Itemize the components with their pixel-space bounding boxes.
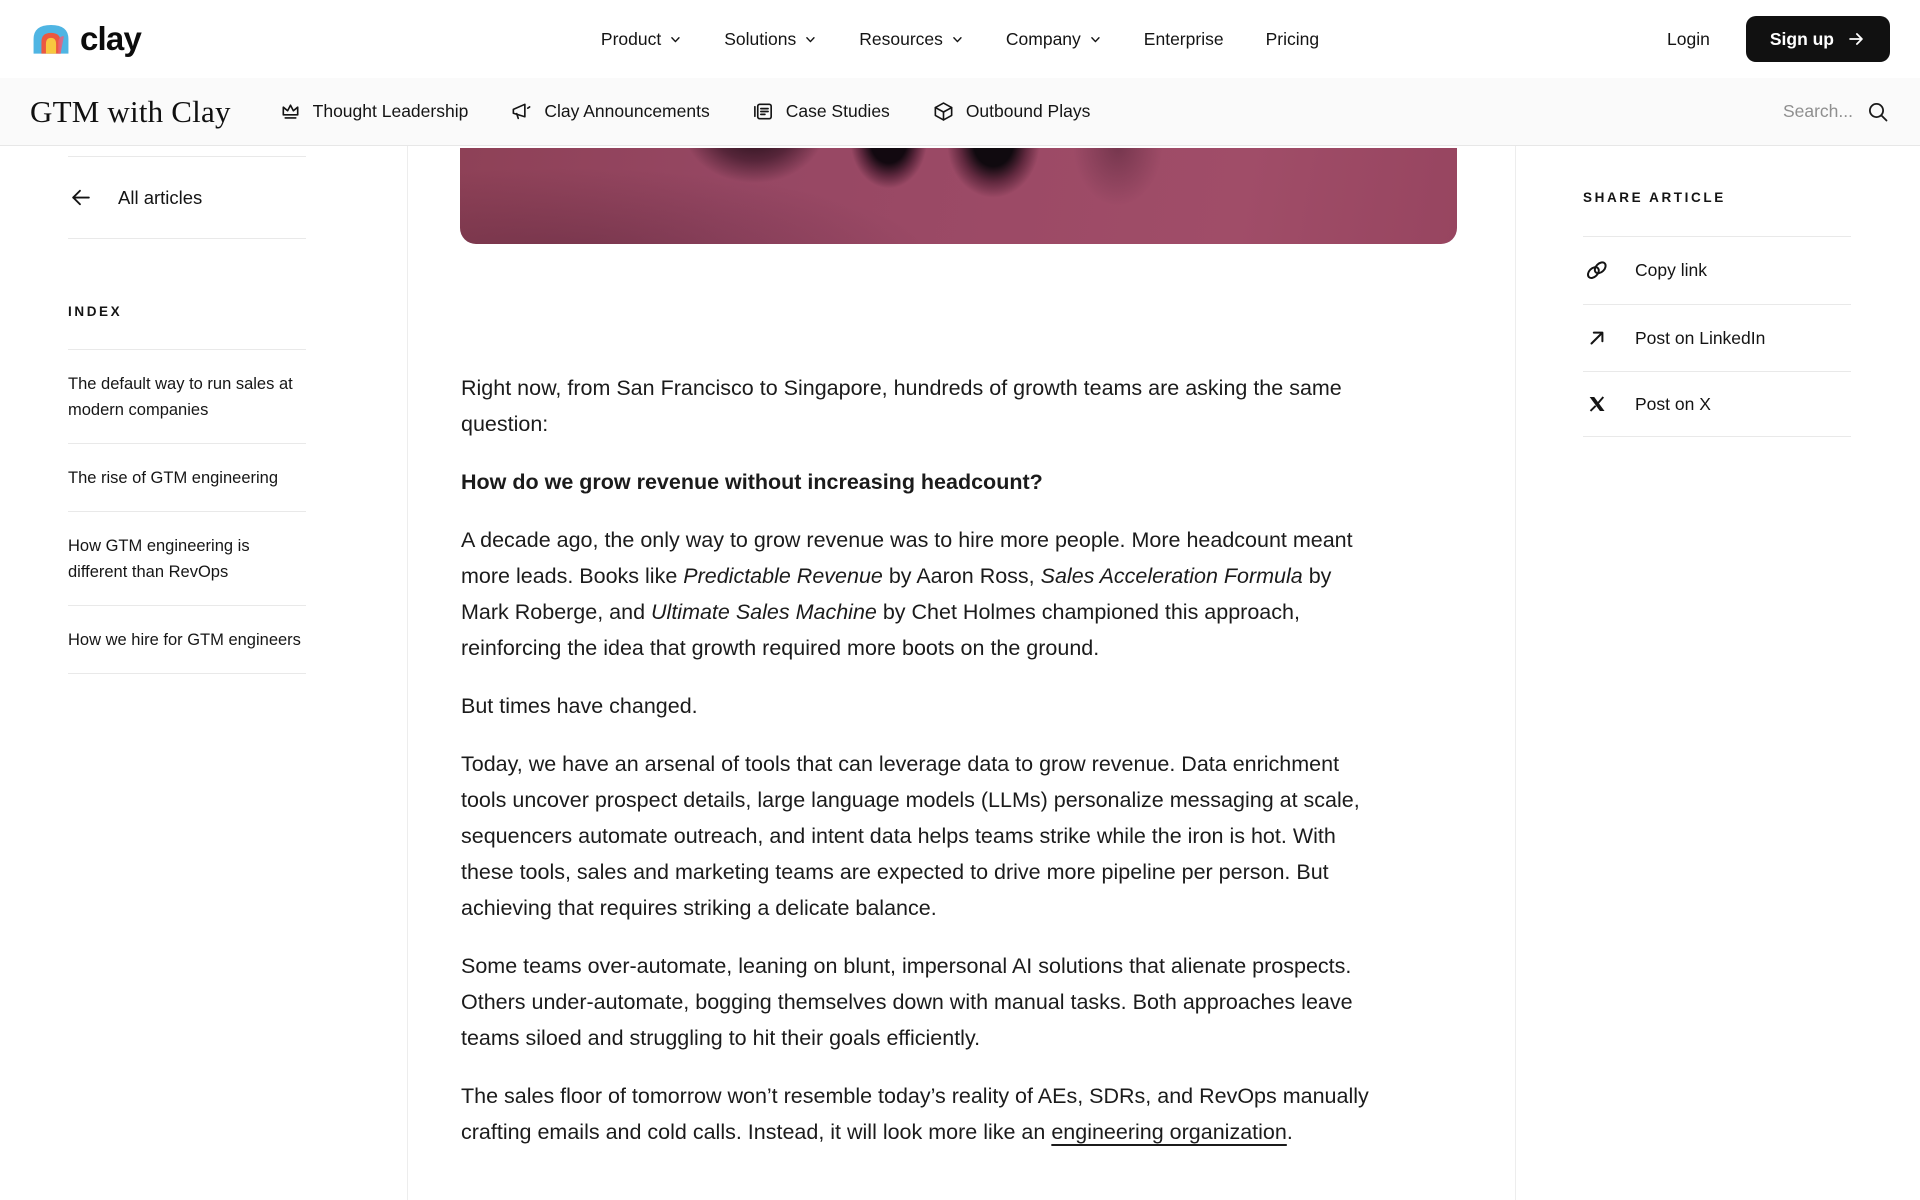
clay-logo-icon [30,21,72,57]
index-item-hiring-gtm[interactable]: How we hire for GTM engineers [68,606,306,674]
article-body [461,370,1373,1172]
inline-text-link[interactable]: engineering organization [1051,1120,1287,1144]
search [1761,100,1890,124]
article-paragraph: Right now, from San Francisco to Singapore, hundreds of growth teams are asking the same question: [461,376,1342,436]
arrow-left-icon [68,185,93,210]
chevron-down-icon [669,33,682,46]
search-icon[interactable] [1866,100,1890,124]
share-article-rail [1583,190,1851,437]
signup-button[interactable]: Sign up [1746,16,1890,62]
all-articles-label: All articles [118,186,203,208]
nav-pricing[interactable]: Pricing [1265,28,1320,49]
journal-icon [752,100,775,123]
nav-solutions[interactable]: Solutions [724,29,817,50]
chevron-down-icon [804,33,817,46]
article-hero-image [460,148,1457,244]
login-link[interactable]: Login [1667,28,1710,49]
category-outbound-plays[interactable]: Outbound Plays [932,100,1091,123]
auth-actions [1667,16,1890,62]
left-column-divider [407,146,408,1200]
nav-product[interactable]: Product [601,29,682,50]
chevron-down-icon [1089,33,1102,46]
arrow-right-icon [1846,29,1866,49]
link-icon [1583,258,1611,283]
all-articles-back-link[interactable] [68,156,306,239]
index-item-default-way[interactable]: The default way to run sales at modern companies [68,350,306,444]
article-sidebar [68,146,306,674]
copy-link-button[interactable]: Copy link [1583,237,1851,305]
article-bold-question: How do we grow revenue without increasing headcount? [461,470,1043,494]
index-list [68,349,306,674]
index-heading: INDEX [68,304,123,319]
crown-icon [279,100,302,123]
gtm-with-clay-brand[interactable]: GTM with Clay [30,93,231,129]
article-paragraph: But times have changed. [461,694,698,718]
top-navigation [0,0,1920,78]
clay-wordmark: clay [80,20,142,57]
share-article-heading: SHARE ARTICLE [1583,190,1726,205]
blog-sub-navigation [0,78,1920,146]
right-column-divider [1515,146,1516,1200]
article-paragraph: A decade ago, the only way to grow revenue was to hire more people. More headcount meant more leads. Books like Predictable Revenue by Aaron Ross, Sales Acceleration Formula by Mark Roberge, and Ultimate Sales Machine by Chet Holmes championed this approach, reinforcing the idea that growth required more boots on the ground. [461,528,1353,660]
clay-logo[interactable] [30,20,141,58]
main-nav-links [601,29,1319,50]
post-on-x-button[interactable]: Post on X [1583,372,1851,437]
chevron-down-icon [951,33,964,46]
share-list [1583,236,1851,437]
index-item-rise-of-gtm[interactable]: The rise of GTM engineering [68,444,306,512]
article-paragraph: Today, we have an arsenal of tools that can leverage data to grow revenue. Data enrichment tools uncover prospect details, large language models (LLMs) personalize messaging at scale, sequencers automate outreach, and intent data helps teams strike while the iron is hot. With these tools, sales and marketing teams are expected to drive more pipeline per person. But achieving that requires striking a delicate balance. [461,752,1360,920]
megaphone-icon [510,100,533,123]
arrow-up-right-icon [1583,326,1611,350]
category-clay-announcements[interactable]: Clay Announcements [510,100,709,123]
article-paragraph: The sales floor of tomorrow won’t resemble today’s reality of AEs, SDRs, and RevOps manually crafting emails and cold calls. Instead, it will look more like an engineering organization. [461,1084,1369,1144]
post-on-linkedin-button[interactable]: Post on LinkedIn [1583,305,1851,372]
box-icon [932,100,955,123]
search-input[interactable] [1761,101,1853,122]
index-item-gtm-vs-revops[interactable]: How GTM engineering is different than RevOps [68,512,306,606]
nav-resources[interactable]: Resources [859,29,964,50]
article-paragraph: Some teams over-automate, leaning on blunt, impersonal AI solutions that alienate prospects. Others under-automate, bogging themselves down with manual tasks. Both approaches leave teams siloed and struggling to hit their goals efficiently. [461,954,1353,1050]
x-logo-icon [1583,393,1611,415]
nav-enterprise[interactable]: Enterprise [1143,28,1224,49]
category-thought-leadership[interactable]: Thought Leadership [279,100,469,123]
category-case-studies[interactable]: Case Studies [752,100,890,123]
page-body [0,146,1920,1200]
nav-company[interactable]: Company [1006,29,1102,50]
blog-categories [279,100,1091,123]
